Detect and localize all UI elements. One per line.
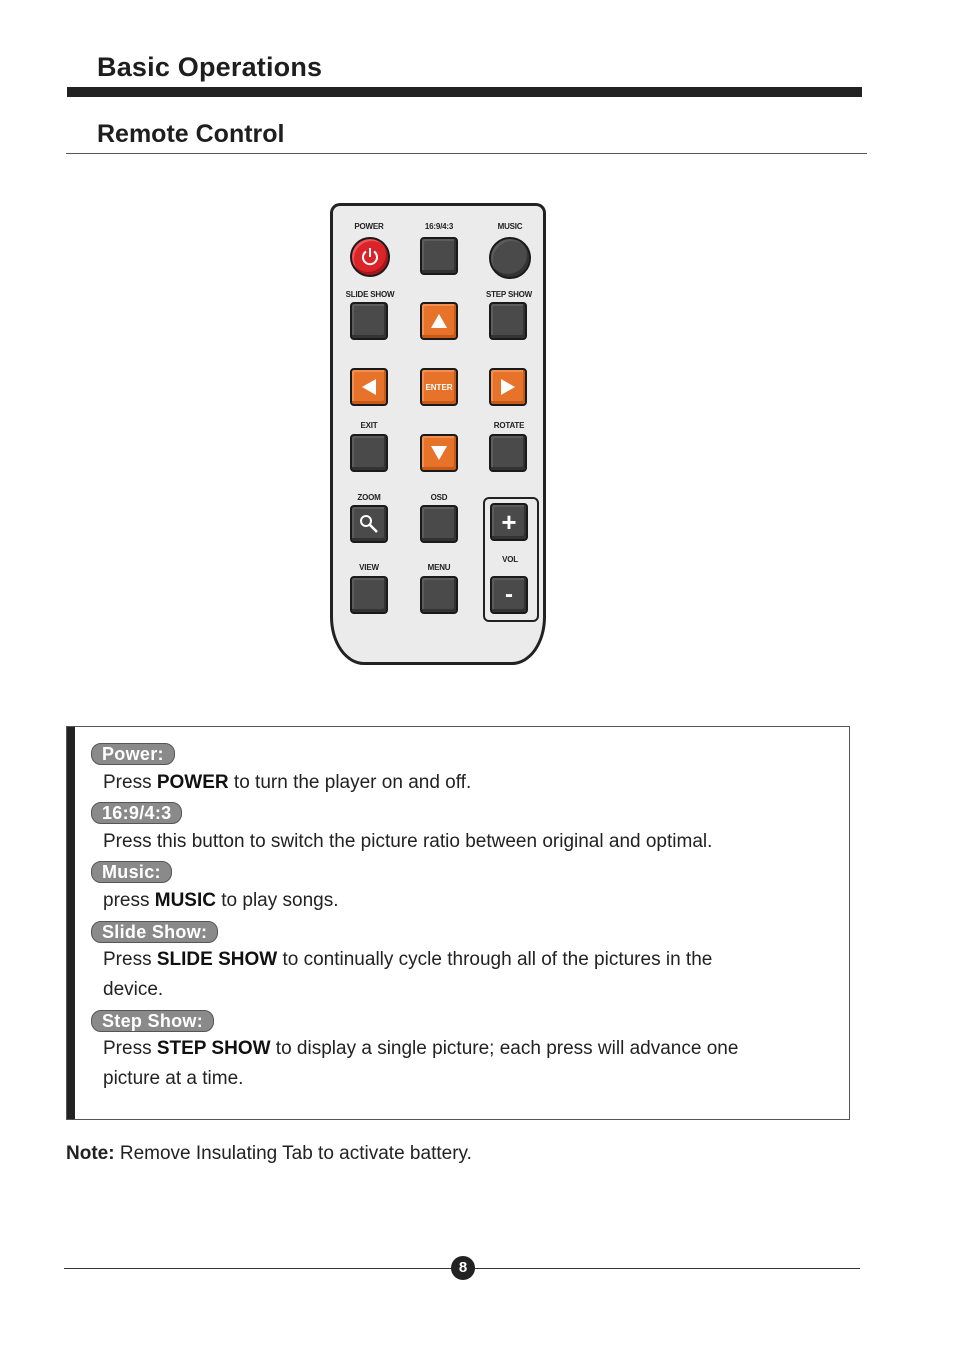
desc-text: Press	[103, 772, 157, 793]
desc-text: Press	[103, 1038, 157, 1059]
instructions-accent-bar	[67, 727, 75, 1119]
volume-up-button	[490, 503, 528, 541]
label-music: MUSIC	[497, 222, 523, 231]
left-button	[350, 368, 388, 406]
arrow-up-icon	[422, 304, 456, 338]
desc-keyword: SLIDE SHOW	[156, 949, 278, 970]
down-button	[420, 434, 458, 472]
desc-text: Press this button to switch the picture ratio between original and optimal.	[103, 831, 713, 852]
desc-text: device.	[103, 979, 164, 1000]
tag-slide-show: Slide Show:	[91, 921, 218, 943]
right-button	[489, 368, 527, 406]
desc-text: to turn the player on and off.	[228, 772, 472, 793]
desc-step-show-cont	[103, 1064, 243, 1094]
desc-slide-show	[103, 945, 712, 975]
page-number: 8	[451, 1256, 475, 1280]
slide-show-button	[350, 302, 388, 340]
section-title: Remote Control	[97, 120, 285, 148]
tag-music: Music:	[91, 861, 172, 883]
desc-text: to continually cycle through all of the pictures in the	[277, 949, 713, 970]
minus-icon: -	[505, 581, 513, 608]
desc-keyword: STEP SHOW	[156, 1038, 271, 1059]
arrow-left-icon	[352, 370, 386, 404]
label-step-show: STEP SHOW	[485, 290, 533, 299]
label-zoom: ZOOM	[357, 493, 381, 502]
music-button	[489, 237, 531, 279]
enter-button	[420, 368, 458, 406]
plus-icon: +	[501, 507, 517, 537]
desc-ratio	[103, 827, 712, 857]
desc-power	[103, 768, 471, 798]
exit-button	[350, 434, 388, 472]
power-icon	[352, 239, 388, 275]
desc-text: picture at a time.	[103, 1068, 244, 1089]
arrow-right-icon	[491, 370, 525, 404]
page-title: Basic Operations	[97, 52, 323, 82]
rotate-button	[489, 434, 527, 472]
label-slide-show: SLIDE SHOW	[345, 290, 395, 299]
ratio-button	[420, 237, 458, 275]
tag-step-show: Step Show:	[91, 1010, 214, 1032]
osd-button	[420, 505, 458, 543]
label-ratio: 16:9/4:3	[424, 222, 454, 231]
menu-button	[420, 576, 458, 614]
tag-power: Power:	[91, 743, 175, 765]
tag-ratio: 16:9/4:3	[91, 802, 182, 824]
desc-step-show	[103, 1034, 738, 1064]
up-button	[420, 302, 458, 340]
desc-text: Press	[103, 949, 157, 970]
label-vol: VOL	[502, 555, 518, 564]
note-text: Remove Insulating Tab to activate battery.	[114, 1143, 472, 1164]
desc-keyword: MUSIC	[154, 890, 216, 911]
desc-slide-show-cont	[103, 975, 163, 1005]
battery-note	[66, 1143, 472, 1165]
magnifier-icon	[352, 507, 386, 541]
label-osd: OSD	[430, 493, 448, 502]
view-button	[350, 576, 388, 614]
title-rule	[67, 87, 862, 97]
note-label: Note:	[66, 1143, 115, 1164]
power-button	[350, 237, 390, 277]
desc-text: to play songs.	[215, 890, 339, 911]
section-rule	[66, 153, 867, 154]
arrow-down-icon	[422, 436, 456, 470]
label-menu: MENU	[427, 563, 451, 572]
label-power: POWER	[354, 222, 384, 231]
remote-control-illustration	[330, 203, 546, 665]
instructions-box	[66, 726, 850, 1120]
volume-down-button	[490, 576, 528, 614]
desc-text: to display a single picture; each press will advance one	[270, 1038, 739, 1059]
label-rotate: ROTATE	[493, 421, 525, 430]
step-show-button	[489, 302, 527, 340]
zoom-button	[350, 505, 388, 543]
enter-label: ENTER	[425, 382, 453, 392]
label-view: VIEW	[359, 563, 379, 572]
desc-music	[103, 886, 339, 916]
desc-text: press	[103, 890, 155, 911]
label-exit: EXIT	[360, 421, 378, 430]
desc-keyword: POWER	[156, 772, 229, 793]
